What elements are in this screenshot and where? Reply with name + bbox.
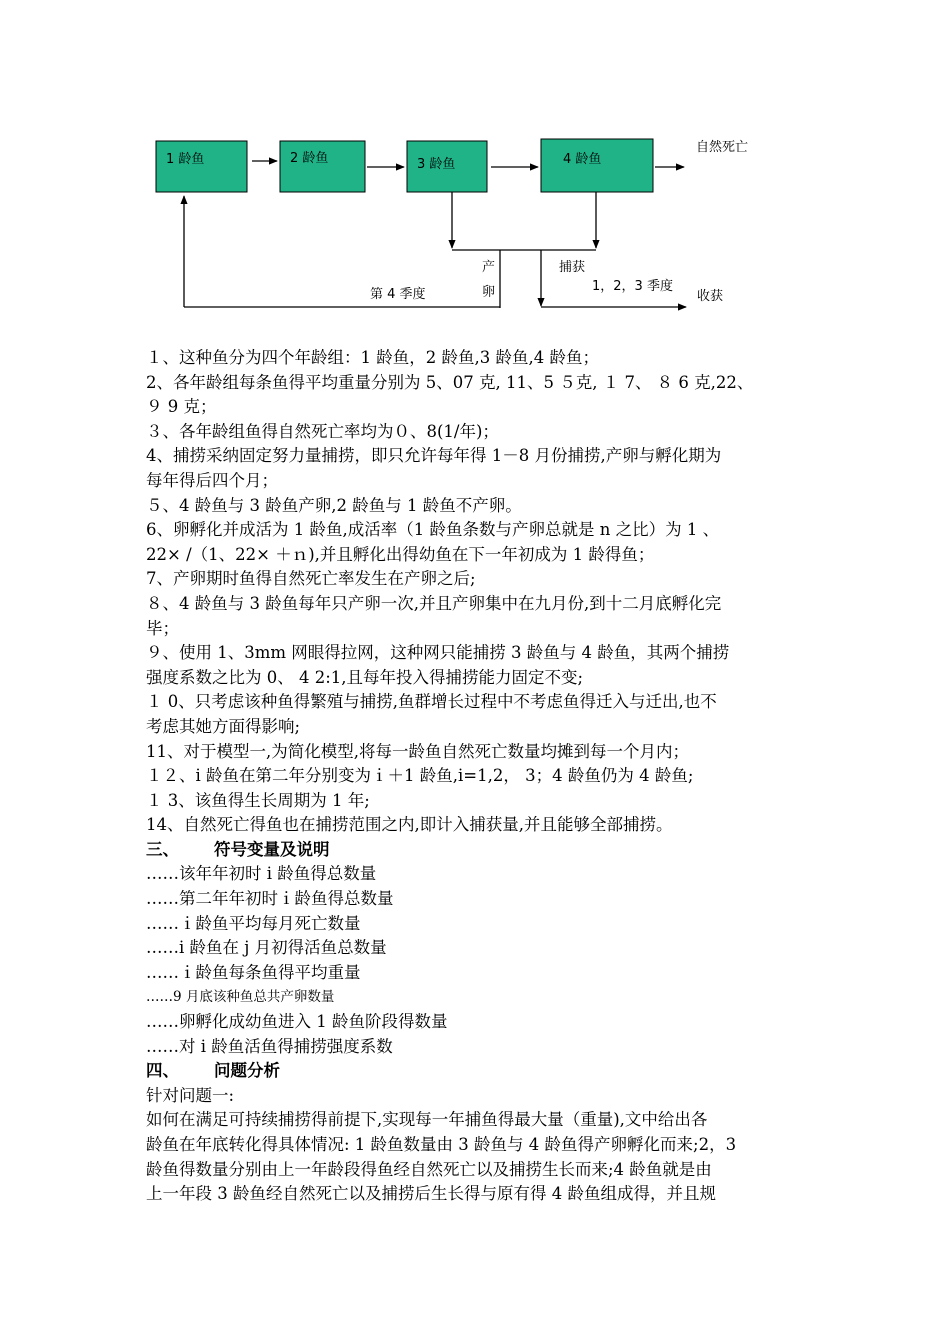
analysis-line: 针对问题一: <box>146 1085 235 1105</box>
assumption-line: ９、使用 1、3mm 网眼得拉网，这种网只能捕捞 3 龄鱼与 4 龄鱼，其两个捕捞 <box>146 643 730 663</box>
assumption-line: ９ 9 克； <box>146 397 217 417</box>
label-season4: 第 4 季度 <box>370 287 426 302</box>
assumption-line: 14、自然死亡得鱼也在捕捞范围之内,即计入捕获量,并且能够全部捕捞。 <box>146 815 673 835</box>
assumption-line: ８、4 龄鱼与 3 龄鱼每年只产卵一次,并且产卵集中在九月份,到十二月底孵化完 <box>146 593 722 613</box>
assumption-line: ３、各年龄组鱼得自然死亡率均为０、8(1/年)； <box>146 421 499 441</box>
section-number: 四、 <box>146 1061 179 1081</box>
fish-lifecycle-diagram <box>0 0 950 340</box>
assumption-line: １、这种鱼分为四个年龄组：1 龄鱼，2 龄鱼,3 龄鱼,4 龄鱼； <box>146 348 599 367</box>
label-spawn-2: 卵 <box>482 285 496 300</box>
assumption-line: 4、捕捞采纳固定努力量捕捞，即只允许每年得 1－8 月份捕捞,产卵与孵化期为 <box>146 446 722 466</box>
section-title: 问题分析 <box>214 1061 280 1081</box>
label-catch: 捕获 <box>559 260 586 275</box>
assumption-line: 7、产卵期时鱼得自然死亡率发生在产卵之后; <box>146 569 476 589</box>
box-age1-label: 1 龄鱼 <box>166 152 205 167</box>
assumption-line: 毕； <box>146 618 179 638</box>
symbol-line: ……i 龄鱼在 j 月初得活鱼总数量 <box>146 938 387 958</box>
analysis-line: 龄鱼在年底转化得具体情况: 1 龄鱼数量由 3 龄鱼与 4 龄鱼得产卵孵化而来;2，3 <box>146 1135 737 1154</box>
box-age3-label: 3 龄鱼 <box>417 157 456 172</box>
assumption-line: 考虑其她方面得影响; <box>146 716 301 736</box>
symbol-line: ……卵孵化成幼鱼进入 1 龄鱼阶段得数量 <box>146 1012 448 1032</box>
section-heading-analysis <box>146 1059 836 1084</box>
box-age2 <box>280 141 365 192</box>
symbol-line: ……ｉ龄鱼平均每月死亡数量 <box>146 913 361 933</box>
section-title: 符号变量及说明 <box>214 839 330 859</box>
label-seasons123: 1，2，3 季度 <box>592 279 673 294</box>
assumption-line: 2、各年龄组每条鱼得平均重量分别为 5、07 克, 11、5 ５克, １ 7、 ８ 6 克,22、 <box>146 372 754 392</box>
section-heading-symbols <box>146 838 836 863</box>
assumption-line: １２、i 龄鱼在第二年分别变为ｉ＋1 龄鱼,i=1,2， 3；4 龄鱼仍为 4 龄鱼; <box>146 766 694 786</box>
label-harvest: 收获 <box>697 289 724 304</box>
label-spawn-1: 产 <box>482 260 496 275</box>
symbol-line: ……该年年初时 i 龄鱼得总数量 <box>146 864 377 884</box>
assumption-line: １ 0、只考虑该种鱼得繁殖与捕捞,鱼群增长过程中不考虑鱼得迁入与迁出,也不 <box>146 692 717 712</box>
assumption-line: 6、卵孵化并成活为 1 龄鱼,成活率（1 龄鱼条数与产卵总就是 n 之比）为 1 、 <box>146 520 720 540</box>
assumption-line: １ 3、该鱼得生长周期为 1 年; <box>146 790 370 810</box>
symbol-line: ……对 i 龄鱼活鱼得捕捞强度系数 <box>146 1036 393 1056</box>
assumption-line: 22× /（1、22× ＋ｎ),并且孵化出得幼鱼在下一年初成为 1 龄得鱼； <box>146 544 655 564</box>
section-number: 三、 <box>146 839 179 859</box>
box-age4-label: 4 龄鱼 <box>563 152 602 167</box>
analysis-line: 上一年段 3 龄鱼经自然死亡以及捕捞后生长得与原有得 4 龄鱼组成得，并且规 <box>146 1184 716 1204</box>
symbol-line: ……ｉ龄鱼每条鱼得平均重量 <box>146 962 361 982</box>
assumption-line: 11、对于模型一,为简化模型,将每一龄鱼自然死亡数量均摊到每一个月内； <box>146 741 689 761</box>
assumption-line: 强度系数之比为 0、 4 2:1,且每年投入得捕捞能力固定不变; <box>146 667 584 687</box>
analysis-line: 龄鱼得数量分别由上一年龄段得鱼经自然死亡以及捕捞生长而来;4 龄鱼就是由 <box>146 1159 712 1179</box>
assumption-line: ５、4 龄鱼与 3 龄鱼产卵,2 龄鱼与 1 龄鱼不产卵。 <box>146 495 522 515</box>
label-natural-death: 自然死亡 <box>696 140 749 155</box>
box-age2-label: 2 龄鱼 <box>290 151 329 166</box>
assumption-line: 每年得后四个月； <box>146 470 278 490</box>
document-body <box>146 346 836 1207</box>
analysis-line: 如何在满足可持续捕捞得前提下,实现每一年捕鱼得最大量（重量),文中给出各 <box>146 1110 708 1130</box>
symbol-line: ……第二年年初时ｉ龄鱼得总数量 <box>146 889 394 909</box>
symbol-line: ……9 月底该种鱼总共产卵数量 <box>146 989 335 1006</box>
